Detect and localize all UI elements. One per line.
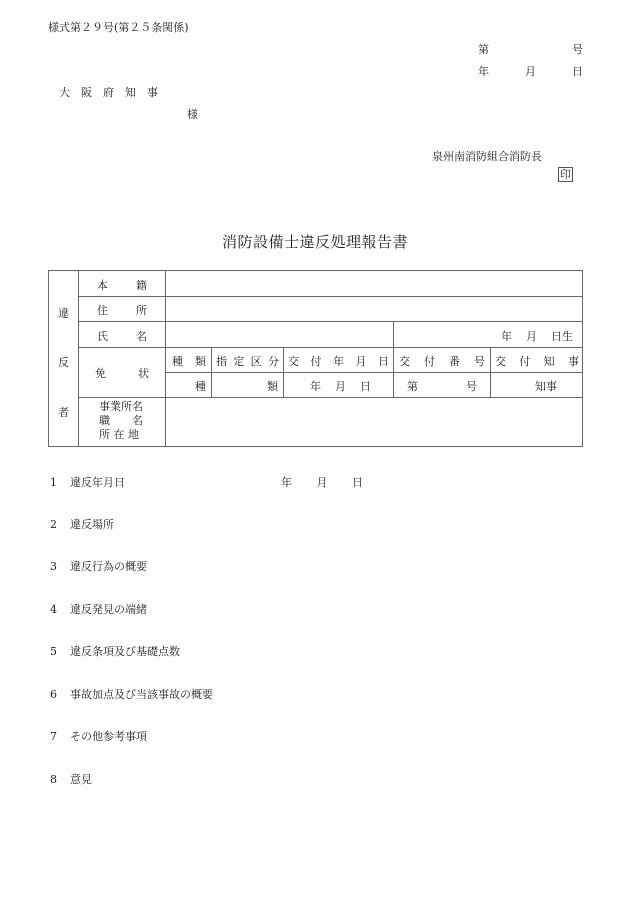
item-discovery-origin: 4 違反発見の端緒 [50,603,147,616]
license-type-field[interactable]: 種 [195,380,206,393]
label-jusho: 住 所 [97,304,147,317]
item-violation-date: 1 違反年月日 [50,476,125,489]
header-designation: 指 定 区 分 [216,355,279,368]
date-month: 月 [525,65,536,78]
header-issue-number: 交 付 番 号 [399,355,485,368]
honorific: 様 [187,108,198,121]
violator-table [48,270,583,447]
side-label-violation-1: 違 [58,307,69,320]
shimei-field[interactable] [166,322,392,346]
item-violated-clauses: 5 違反条項及び基礎点数 [50,645,180,658]
seal-mark: 印 [560,168,571,181]
honseki-field[interactable] [166,272,582,295]
birthdate[interactable]: 年 月 日生 [501,330,573,343]
addressee: 大 阪 府 知 事 [59,86,158,99]
doc-number-suffix: 号 [572,43,583,56]
item-other-notes: 7 その他参考事項 [50,730,147,743]
item-accident-points: 6 事故加点及び当該事故の概要 [50,688,213,701]
label-jigyosho: 事業所名 職 名 所 在 地 [99,400,143,441]
jigyosho-field[interactable] [166,398,582,446]
form-number: 様式第２９号(第２５条関係) [48,21,189,34]
date-year: 年 [478,65,489,78]
divider [165,372,583,373]
page-title: 消防設備士違反処理報告書 [222,233,409,251]
item-opinion: 8 意見 [50,773,92,786]
violation-date-field[interactable]: 年 月 日 [281,476,363,489]
header-type: 種 類 [172,355,206,368]
sender: 泉州南消防組合消防長 [432,150,542,163]
label-honseki: 本 籍 [97,279,147,292]
divider [393,321,394,397]
divider [78,347,583,348]
license-issuer-field[interactable]: 知事 [535,380,557,393]
label-menjo: 免 状 [95,367,149,380]
item-violation-place: 2 違反場所 [50,518,114,531]
jusho-field[interactable] [166,297,582,320]
header-issue-date: 交 付 年 月 日 [288,355,389,368]
license-issue-date-field[interactable]: 年 月 日 [310,380,371,393]
side-label-violation-3: 者 [58,406,69,419]
header-issuer: 交 付 知 事 [495,355,579,368]
side-label-violation-2: 反 [58,356,69,369]
label-shimei: 氏 名 [97,330,147,343]
divider [78,271,79,447]
item-violation-summary: 3 違反行為の概要 [50,560,147,573]
date-day: 日 [572,65,583,78]
license-number-field[interactable]: 第 号 [407,380,477,393]
doc-number-prefix: 第 [478,43,489,56]
license-designation-field[interactable]: 類 [267,380,278,393]
